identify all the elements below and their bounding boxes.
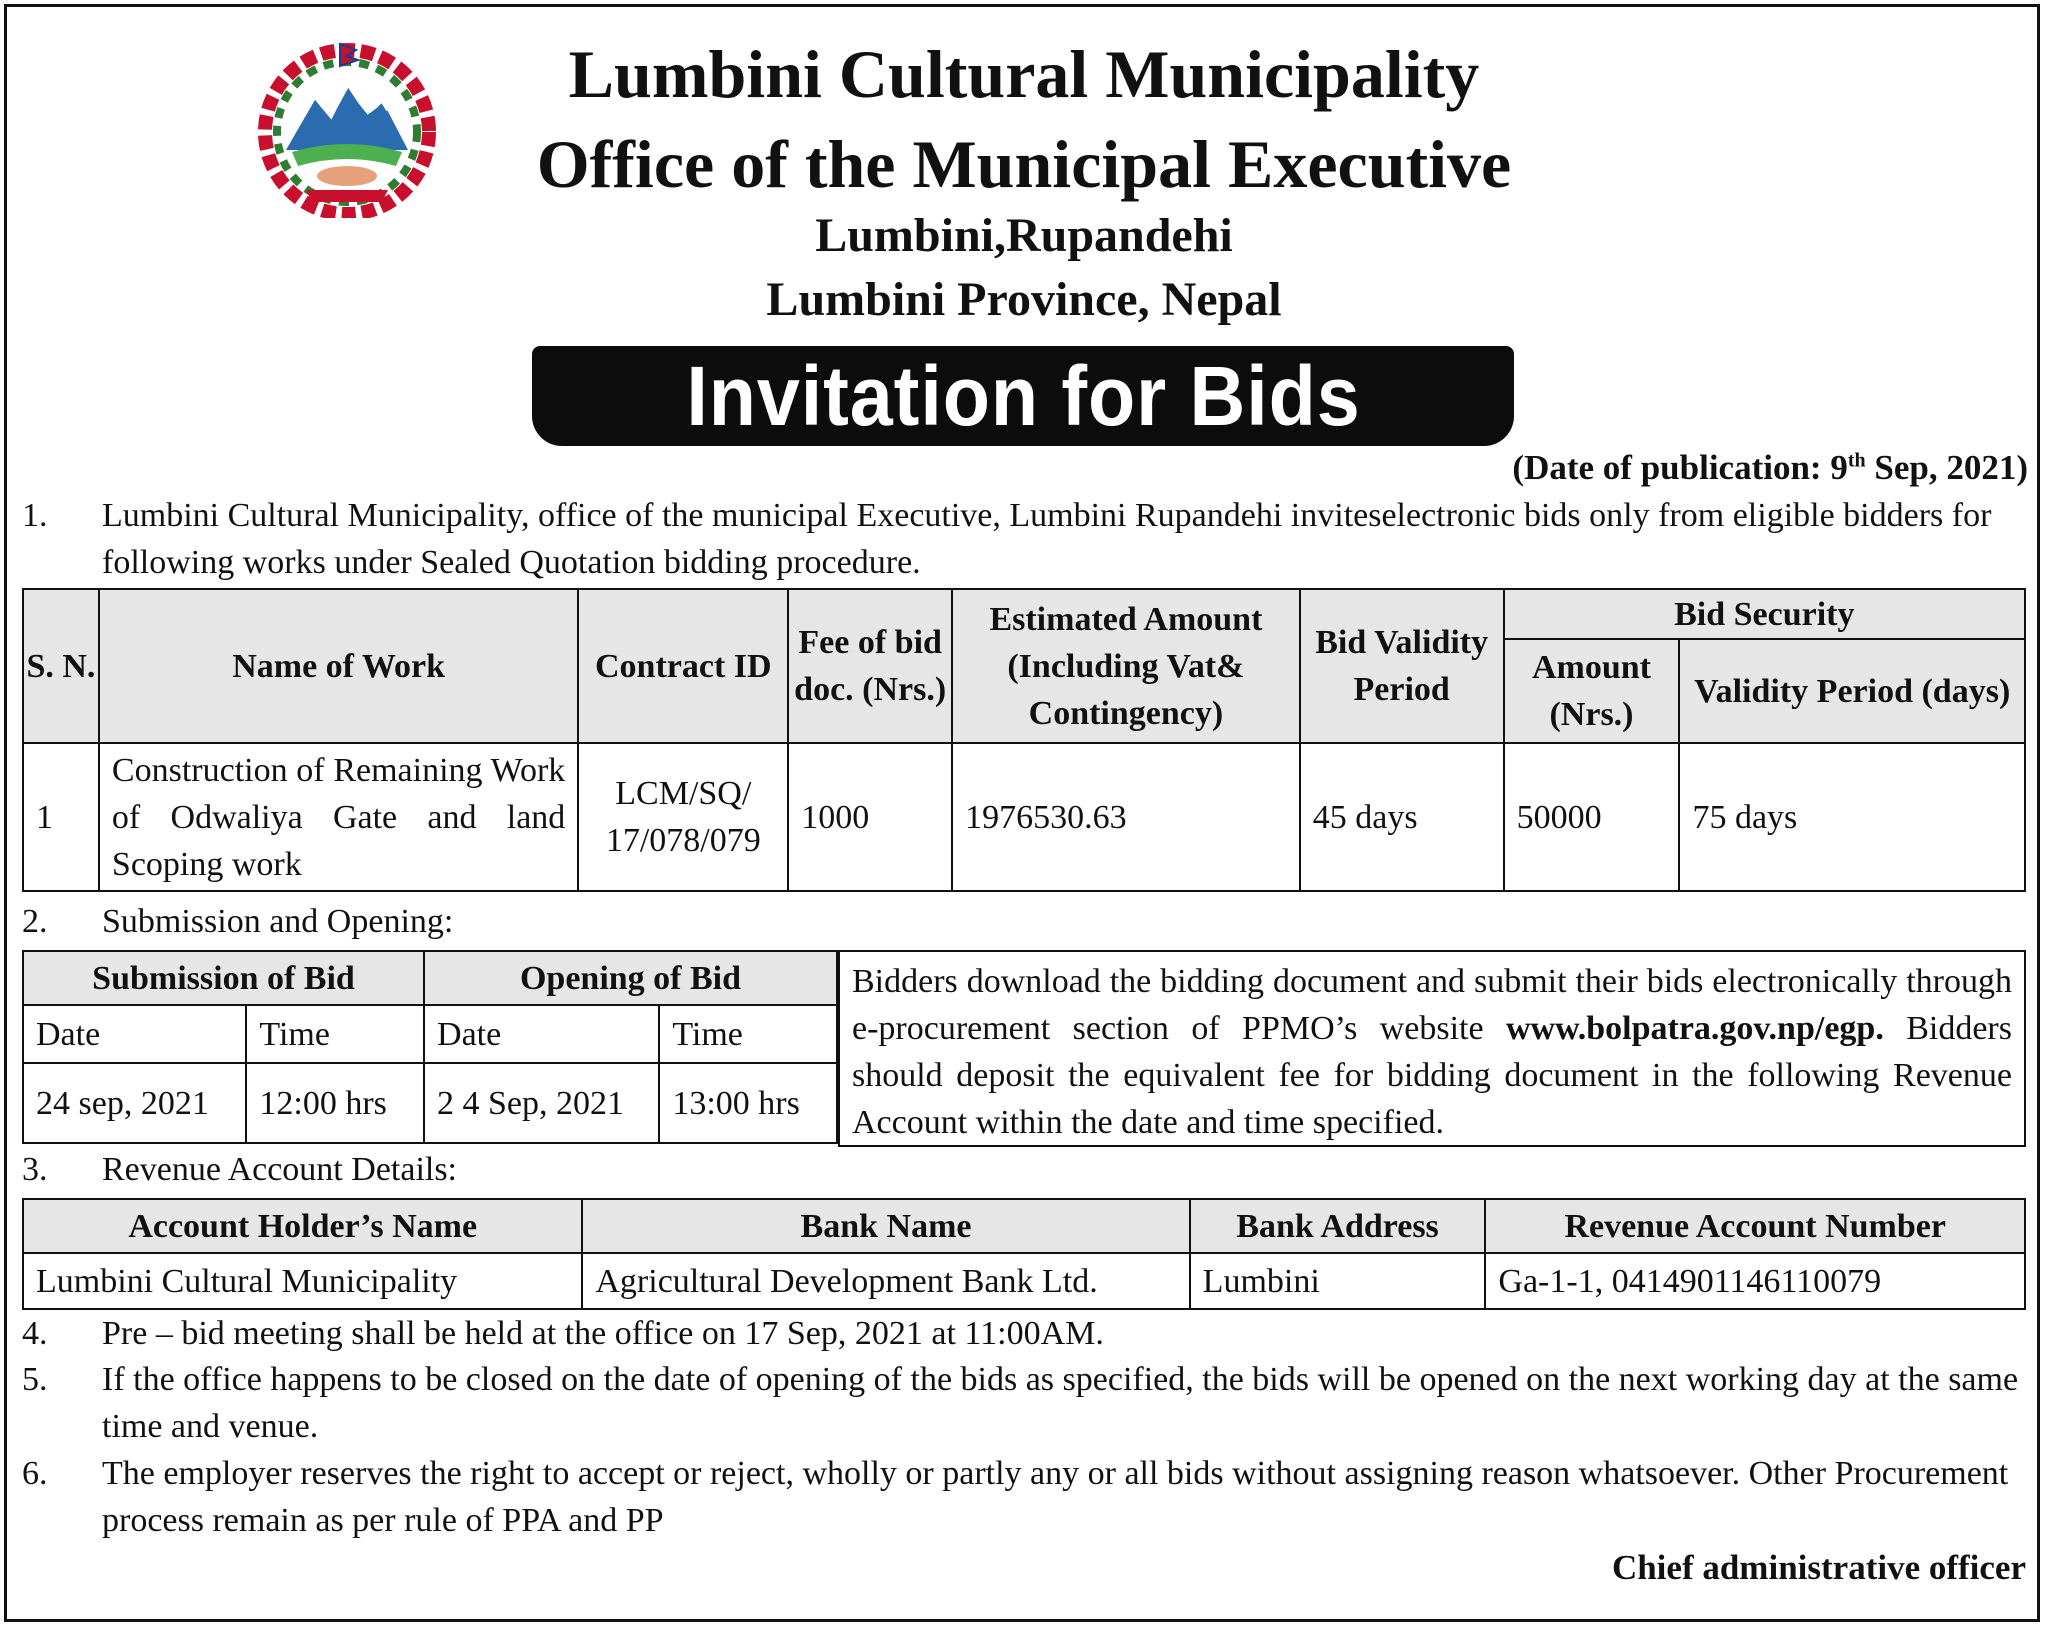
pubdate-suffix: Sep, 2021) — [1865, 448, 2028, 487]
item-number-6: 6. — [22, 1455, 48, 1492]
note-text-1: Bidders download the bidding document and submit their bids electronically through e-procurement section of PPMO’s website — [852, 963, 2012, 1047]
col-opening: Opening of Bid — [424, 951, 837, 1005]
table-row — [23, 1063, 837, 1143]
signature: Chief administrative officer — [1611, 1548, 2026, 1587]
label-open-time: Time — [659, 1005, 837, 1063]
col-sn: S. N. — [23, 589, 99, 743]
office-name: Office of the Municipal Executive — [536, 126, 1512, 202]
item-number-2: 2. — [22, 903, 48, 940]
label-sub-date: Date — [23, 1005, 246, 1063]
cell-sub-time: 12:00 hrs — [246, 1063, 424, 1143]
label-sub-time: Time — [246, 1005, 424, 1063]
item-text-6: The employer reserves the right to accept or reject, wholly or partly any or all bids without assigning reason whatsoever. Other Procurement process remain as per rule of PPA and PP — [102, 1455, 2009, 1539]
pubdate-sup: th — [1847, 449, 1866, 472]
item-number-4: 4. — [22, 1315, 48, 1352]
col-bank-name: Bank Name — [582, 1199, 1189, 1253]
bolpatra-link[interactable]: www.bolpatra.gov.np/egp. — [1505, 1010, 1884, 1047]
col-fee: Fee of bid doc. (Nrs.) — [788, 589, 952, 743]
page-title: Invitation for Bids — [685, 348, 1361, 443]
cell-open-time: 13:00 hrs — [659, 1063, 837, 1143]
label-open-date: Date — [424, 1005, 659, 1063]
col-estimated-amount: Estimated Amount (Including Vat& Contingency) — [952, 589, 1300, 743]
office-location: Lumbini,Rupandehi — [815, 209, 1233, 262]
item-text-1: Lumbini Cultural Municipality, office of the municipal Executive, Lumbini Rupandehi inviteselectronic bids only from eligible bidders for following works under Sealed Quotation bidding procedure. — [102, 497, 1992, 581]
title-banner — [532, 346, 1514, 446]
col-security-validity: Validity Period (days) — [1679, 639, 2025, 743]
col-submission: Submission of Bid — [23, 951, 424, 1005]
submission-note — [838, 950, 2026, 1147]
col-name-of-work: Name of Work — [99, 589, 578, 743]
cell-contract-id: LCM/SQ/ 17/078/079 — [578, 743, 788, 891]
pubdate-prefix: (Date of publication: 9 — [1512, 448, 1848, 487]
publication-date — [1512, 448, 2028, 488]
item-number-1: 1. — [22, 497, 48, 534]
cell-bid-validity: 45 days — [1300, 743, 1504, 891]
item-number-3: 3. — [22, 1151, 48, 1188]
col-security-amount: Amount (Nrs.) — [1504, 639, 1680, 743]
works-table — [22, 588, 2026, 892]
item-text-3: Revenue Account Details: — [102, 1151, 458, 1188]
cell-security-validity: 75 days — [1679, 743, 2025, 891]
schedule-table — [22, 950, 838, 1144]
note-text-2: Bidders should deposit the equivalent fee for bidding document in the following Revenue Account within the date and time specified. — [852, 1010, 2012, 1141]
cell-account-holder: Lumbini Cultural Municipality — [23, 1253, 582, 1309]
table-row — [23, 1253, 2025, 1309]
cell-sub-date: 24 sep, 2021 — [23, 1063, 246, 1143]
col-contract-id: Contract ID — [578, 589, 788, 743]
cell-bank-address: Lumbini — [1190, 1253, 1486, 1309]
cell-security-amount: 50000 — [1504, 743, 1680, 891]
cell-bank-name: Agricultural Development Bank Ltd. — [582, 1253, 1189, 1309]
item-number-5: 5. — [22, 1361, 48, 1398]
cell-estimated-amount: 1976530.63 — [952, 743, 1300, 891]
col-bid-validity: Bid Validity Period — [1300, 589, 1504, 743]
item-text-5: If the office happens to be closed on the date of opening of the bids as specified, the bids will be opened on the next working day at the same time and venue. — [102, 1361, 2019, 1445]
office-province: Lumbini Province, Nepal — [766, 273, 1282, 326]
table-row — [23, 743, 2025, 891]
municipality-name: Lumbini Cultural Municipality — [568, 36, 1480, 112]
account-table — [22, 1198, 2026, 1310]
cell-account-number: Ga-1-1, 0414901146110079 — [1485, 1253, 2025, 1309]
col-bank-address: Bank Address — [1190, 1199, 1486, 1253]
col-bid-security: Bid Security — [1504, 589, 2025, 639]
cell-open-date: 2 4 Sep, 2021 — [424, 1063, 659, 1143]
item-text-2: Submission and Opening: — [102, 903, 454, 940]
col-account-number: Revenue Account Number — [1485, 1199, 2025, 1253]
cell-sn: 1 — [23, 743, 99, 891]
cell-name-of-work: Construction of Remaining Work of Odwaliya Gate and land Scoping work — [99, 743, 578, 891]
item-text-4: Pre – bid meeting shall be held at the office on 17 Sep, 2021 at 11:00AM. — [102, 1315, 1104, 1352]
col-account-holder: Account Holder’s Name — [23, 1199, 582, 1253]
cell-fee: 1000 — [788, 743, 952, 891]
